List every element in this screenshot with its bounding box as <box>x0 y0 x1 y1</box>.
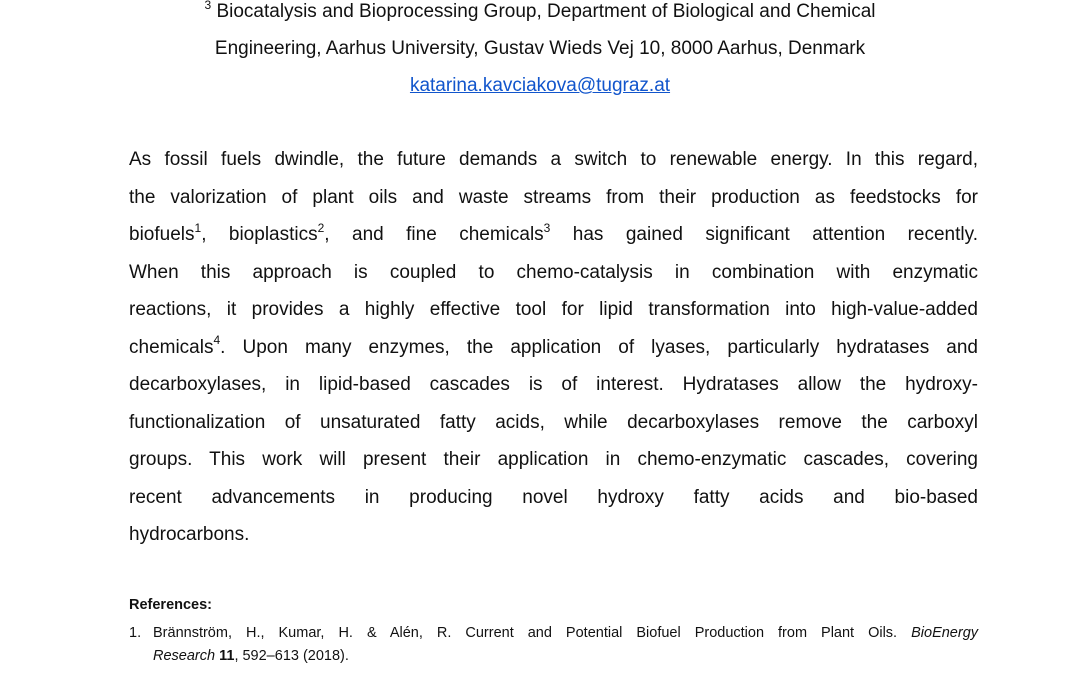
email-line <box>0 67 1080 105</box>
abstract-line: When this approach is coupled to chemo-catalysis in combination with enzymatic <box>129 261 978 283</box>
abstract-text: has gained significant attention recently. <box>550 224 978 245</box>
affiliation-text-2: Engineering, Aarhus University, Gustav Wieds Vej 10, 8000 Aarhus, Denmark <box>214 38 866 59</box>
abstract-line: hydrocarbons. <box>129 524 250 545</box>
reference-line-2 <box>153 645 978 668</box>
reference-item <box>129 622 978 668</box>
references-heading: References: <box>129 597 213 613</box>
abstract-text: . Upon many enzymes, the application of lyases, particularly hydratases and <box>220 336 978 358</box>
abstract-text: biofuels <box>129 224 195 245</box>
citation-superscript: 1 <box>194 220 202 235</box>
abstract-line <box>129 329 978 367</box>
abstract-line <box>129 216 978 254</box>
reference-line-1 <box>153 622 978 645</box>
affiliation-superscript: 3 <box>204 0 212 12</box>
citation-superscript: 4 <box>213 333 221 348</box>
abstract-text: , bioplastics <box>201 224 318 245</box>
abstract-line: functionalization of unsaturated fatty acids, while decarboxylases remove the carboxyl <box>129 411 978 433</box>
reference-journal-cont: Research <box>153 648 216 664</box>
reference-volume: 11 <box>219 648 235 664</box>
reference-journal: BioEnergy <box>911 625 979 641</box>
abstract-line: recent advancements in producing novel hydroxy fatty acids and bio-based <box>129 486 978 508</box>
author-email-link[interactable]: katarina.kavciakova@tugraz.at <box>409 75 671 96</box>
citation-superscript: 2 <box>317 220 325 235</box>
citation-superscript: 3 <box>543 220 551 235</box>
reference-text: Brännström, H., Kumar, H. & Alén, R. Current and Potential Biofuel Production from Plant Oils. <box>153 625 898 641</box>
reference-number: 1. <box>129 625 142 641</box>
affiliation-line-2 <box>0 30 1080 68</box>
reference-pages-year: , 592–613 (2018). <box>234 648 349 664</box>
abstract-line: groups. This work will present their application in chemo-enzymatic cascades, covering <box>129 449 978 470</box>
abstract-line: the valorization of plant oils and waste streams from their production as feedstocks for <box>129 186 978 208</box>
abstract-line: reactions, it provides a highly effective tool for lipid transformation into high-value-added <box>129 299 978 320</box>
affiliation-text-1: Biocatalysis and Bioprocessing Group, Department of Biological and Chemical <box>216 1 876 22</box>
abstract-text: chemicals <box>129 336 214 358</box>
abstract-line: As fossil fuels dwindle, the future demands a switch to renewable energy. In this regard, <box>129 149 978 170</box>
reference-body <box>153 622 978 668</box>
abstract-paragraph <box>129 141 978 554</box>
abstract-line: decarboxylases, in lipid-based cascades is of interest. Hydratases allow the hydroxy- <box>129 374 978 395</box>
affiliation-line-1 <box>0 0 1080 31</box>
abstract-text: , and fine chemicals <box>324 224 544 245</box>
